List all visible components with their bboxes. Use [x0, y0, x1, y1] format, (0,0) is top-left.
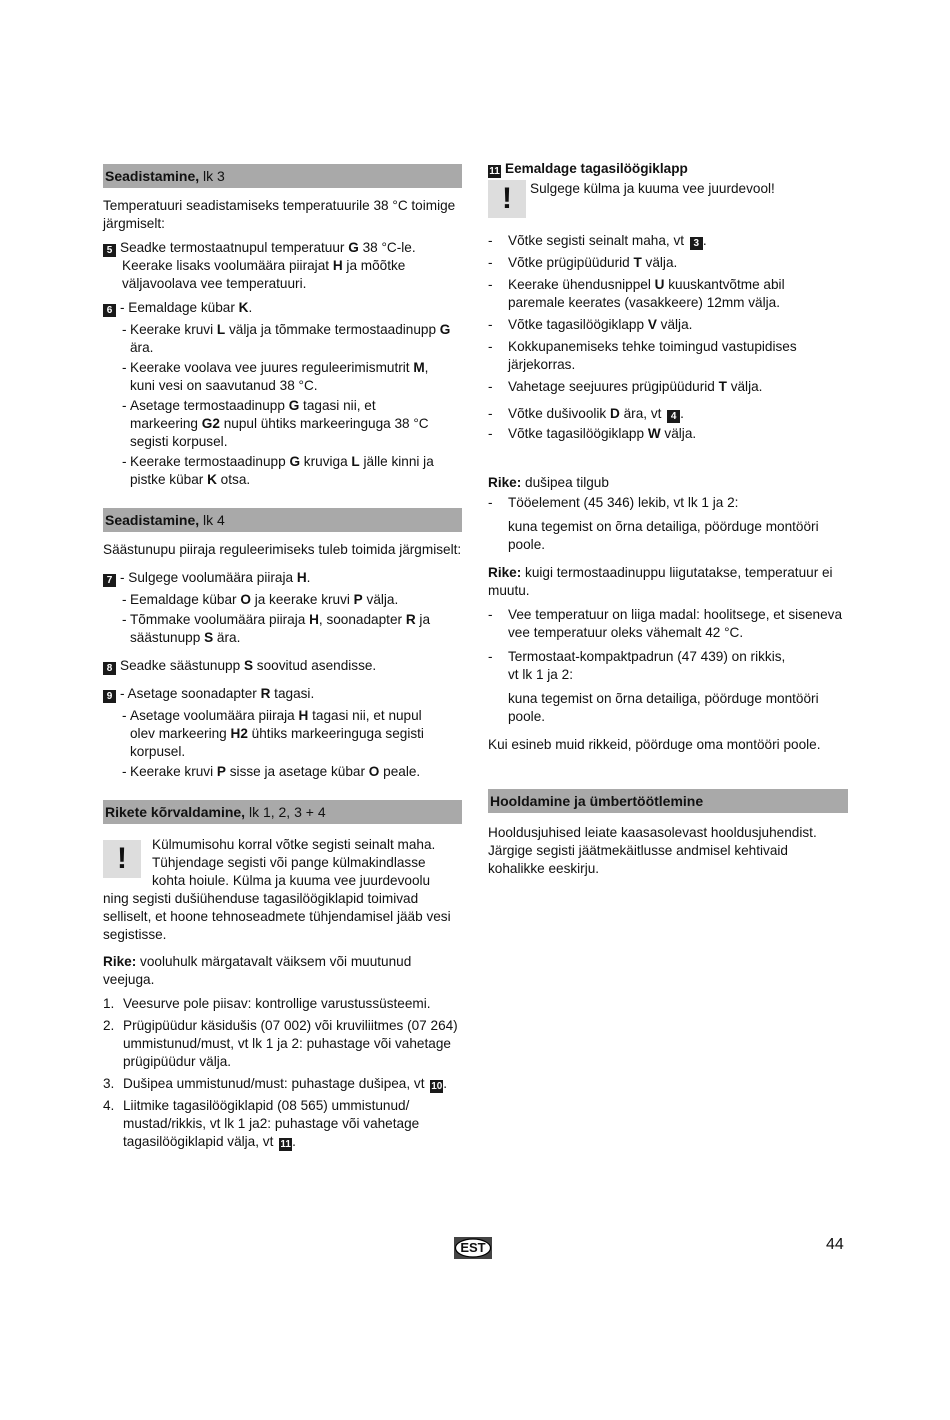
text: välja.	[660, 426, 697, 441]
frost-warning	[103, 836, 462, 890]
text: vooluhulk märgatavalt väiksem või muutunud veejuga.	[103, 954, 412, 987]
text: Võtke prügipüüdurid	[508, 255, 634, 270]
warning-icon	[103, 840, 141, 878]
warning-mark: !	[117, 842, 127, 875]
text: Külmumisohu korral võtke segisti seinalt maha.	[152, 837, 436, 852]
text: Eemaldage kübar	[130, 592, 241, 607]
ref: G	[348, 240, 359, 255]
ref: L	[351, 454, 360, 469]
ref: K	[238, 300, 249, 315]
dash: -	[488, 649, 493, 664]
ref: S	[243, 658, 254, 673]
text: välja.	[726, 379, 763, 394]
dash: -	[122, 708, 127, 723]
text: otsa.	[216, 472, 251, 487]
advice-text: kuna tegemist on õrna detailiga, pöörduge montööri poole.	[508, 519, 819, 552]
ref: R	[260, 686, 271, 701]
ref: W	[647, 426, 661, 441]
text: Veesurve pole piisav: kontrollige varustussüsteemi.	[123, 996, 431, 1011]
step-7	[103, 569, 462, 587]
text: kruviga	[300, 454, 352, 469]
header-rest: lk 4	[199, 512, 225, 528]
dash: -	[122, 764, 127, 779]
ref: H	[309, 612, 319, 627]
text: Keerake kruvi	[130, 764, 217, 779]
step-6	[103, 299, 462, 317]
figure-ref: 10	[431, 1081, 443, 1092]
list-item	[103, 995, 462, 1013]
sub-item	[103, 453, 462, 489]
text: Asetage voolumäära piiraja	[130, 708, 299, 723]
text: Prügipüüdur käsidušis (07 002) või kruviliitmes (07 264) ummistunud/must, vt lk 1 ja 2: puhastage või vahetage prügipüüdur välja.	[123, 1018, 458, 1069]
dash: -	[122, 592, 127, 607]
text: Liitmike tagasilöögiklapid (08 565) ummistunud/ mustad/rikkis, vt lk 1 ja2: puhastage või vahetage tagasilöögiklapid välja, vt	[123, 1098, 420, 1149]
ref: M	[413, 360, 425, 375]
text: ühtiks markeeringuga segisti	[247, 726, 424, 741]
care-text: Hooldusjuhised leiate kaasasolevast hooldusjuhendist. Järgige segisti jäätmekäitlusse andmisel kehtivaid kohalikke eeskirju.	[488, 825, 817, 876]
item-number: 4.	[103, 1098, 115, 1113]
text: ja mõõtke	[342, 258, 406, 273]
section-header-rikete	[103, 800, 462, 824]
ref: G	[288, 398, 300, 413]
text: Keerake kruvi	[130, 322, 217, 337]
text: välja ja tõmmake termostaadinupp	[225, 322, 440, 337]
header-rest: lk 1, 2, 3 + 4	[245, 804, 326, 820]
other-faults-text: Kui esineb muid rikkeid, pöörduge oma montööri poole.	[488, 737, 821, 752]
intro-text: Temperatuuri seadistamiseks temperatuurile 38 °C toimige järgmiselt:	[103, 198, 456, 231]
header-bold: Seadistamine,	[105, 168, 200, 184]
language-code: EST	[460, 1240, 486, 1255]
ref: O	[240, 592, 251, 607]
fault-text	[488, 474, 848, 492]
advice-text: kuna tegemist on õrna detailiga, pöörduge montööri poole.	[508, 691, 819, 724]
ref: S	[204, 630, 214, 645]
step-8	[103, 657, 462, 675]
section-header-seadistamine-3	[103, 164, 462, 188]
bullet-item	[488, 338, 848, 374]
warning-mark: !	[502, 182, 512, 215]
header-bold: Rikete kõrvaldamine,	[105, 804, 246, 820]
bullet-item	[488, 606, 848, 642]
text: - Eemaldage kübar	[120, 300, 239, 315]
bullet-item	[488, 276, 848, 312]
list-item	[103, 1075, 462, 1093]
text: olev markeering	[130, 726, 231, 741]
bullet-item	[488, 254, 848, 272]
ref: G	[439, 322, 451, 337]
text: Keerake ühendusnippel	[508, 277, 655, 292]
text: segisti korpusel.	[130, 434, 228, 449]
left-column	[103, 164, 462, 1151]
item-number: 2.	[103, 1018, 115, 1033]
text: korpusel.	[130, 744, 186, 759]
ref: H	[332, 258, 343, 273]
fault-text	[103, 953, 462, 989]
text: Eemaldage tagasilöögiklapp	[505, 161, 688, 176]
text: .	[680, 406, 684, 421]
text: tagasi nii, et	[299, 398, 376, 413]
step-number: 7	[103, 574, 116, 587]
step-5-line3: väljavoolava vee temperatuuri.	[122, 276, 307, 291]
text: kuigi termostaadinuppu liigutatakse, temperatuur ei muutu.	[488, 565, 833, 598]
header-bold: Seadistamine,	[105, 512, 200, 528]
ref: H2	[230, 726, 248, 741]
ref: P	[216, 764, 226, 779]
bullet-item	[488, 648, 848, 684]
text: ära, vt	[619, 406, 666, 421]
text: Võtke tagasilöögiklapp	[508, 317, 648, 332]
text: Keerake termostaadinupp	[130, 454, 290, 469]
text: peale.	[379, 764, 421, 779]
ref: O	[368, 764, 380, 779]
text: .	[248, 300, 253, 315]
dash: -	[122, 454, 127, 469]
shutoff-warning	[488, 180, 848, 224]
header-bold: Hooldamine ja ümbertöötlemine	[490, 793, 704, 809]
dash: -	[488, 233, 493, 248]
step-number: 9	[103, 690, 116, 703]
ref: H	[298, 708, 309, 723]
sub-item	[103, 707, 462, 761]
ref: P	[353, 592, 363, 607]
step-5-line2	[103, 257, 462, 275]
step-5	[103, 239, 462, 257]
warning-icon	[488, 180, 526, 218]
text: välja.	[641, 255, 678, 270]
text: ära.	[213, 630, 241, 645]
text: Tühjendage segisti või pange külmakindlasse	[152, 855, 426, 870]
dash: -	[488, 277, 493, 292]
text: dušipea tilgub	[521, 475, 609, 490]
step-number: 5	[103, 244, 116, 257]
text: paremale keerates (vasakkeere) 12mm välja.	[508, 295, 780, 310]
text: ja	[415, 612, 430, 627]
bullet-item	[488, 316, 848, 334]
text: .	[702, 233, 707, 248]
text: vt lk 1 ja 2:	[508, 667, 573, 682]
bullet-item	[488, 378, 848, 396]
ref: D	[610, 406, 620, 421]
text: , soonadapter	[318, 612, 406, 627]
ref: G	[289, 454, 301, 469]
text: Võtke dušivoolik	[508, 406, 611, 421]
text: Vee temperatuur on liiga madal: hoolitsege, et siseneva vee temperatuur oleks vähemalt 42 °C.	[508, 607, 843, 640]
item-number: 1.	[103, 996, 115, 1011]
text: välja.	[656, 317, 693, 332]
bullet-item	[488, 232, 848, 250]
warning-text-cont: ning segisti dušiühenduse tagasilöögiklapid toimivad selliselt, et hoone tehnoseadmete tühjendamisel jääb vesi segistisse.	[103, 891, 451, 942]
text: Keerake lisaks voolumäära piirajat	[122, 258, 333, 273]
text: Tööelement (45 346) lekib, vt lk 1 ja 2:	[508, 495, 739, 510]
text: Asetage termostaadinupp	[130, 398, 289, 413]
text: tagasi nii, et nupul	[308, 708, 422, 723]
ref: L	[216, 322, 226, 337]
text: Keerake voolava vee juures reguleerimismutrit	[130, 360, 414, 375]
dash: -	[122, 398, 127, 413]
dash: -	[488, 255, 493, 270]
dash: -	[488, 339, 493, 354]
ref: G2	[201, 416, 220, 431]
text: 38 °C-le.	[358, 240, 416, 255]
text: Seadke termostaatnupul temperatuur	[120, 240, 349, 255]
fault-label: Rike:	[488, 475, 522, 490]
text: jälle kinni ja	[359, 454, 434, 469]
ref: R	[405, 612, 416, 627]
step-11-title	[488, 160, 848, 178]
figure-ref: 11	[280, 1139, 291, 1150]
sub-item	[103, 591, 462, 609]
text: kuuskantvõtme abil	[664, 277, 785, 292]
text: säästunupp	[130, 630, 205, 645]
dash: -	[122, 360, 127, 375]
dash: -	[488, 379, 493, 394]
text: kuni vesi on saavutanud 38 °C.	[130, 378, 318, 393]
list-item	[103, 1017, 462, 1071]
header-rest: lk 3	[199, 168, 225, 184]
text: markeering	[130, 416, 202, 431]
fault-label: Rike:	[488, 565, 522, 580]
text: soovitud asendisse.	[253, 658, 377, 673]
step-9	[103, 685, 462, 703]
sub-item	[103, 321, 462, 357]
item-number: 3.	[103, 1076, 115, 1091]
text: - Asetage soonadapter	[120, 686, 261, 701]
step-number: 11	[489, 166, 500, 177]
dash: -	[122, 612, 127, 627]
dash: -	[488, 317, 493, 332]
ref: K	[207, 472, 217, 487]
bullet-item	[488, 425, 848, 443]
language-badge	[453, 1236, 493, 1260]
text: sisse ja asetage kübar	[225, 764, 369, 779]
fault-label: Rike:	[103, 954, 137, 969]
dash: -	[122, 322, 127, 337]
ref: T	[718, 379, 727, 394]
text: nupul ühtiks markeeringuga 38 °C	[219, 416, 429, 431]
text: Dušipea ummistunud/must: puhastage dušipea, vt	[123, 1076, 429, 1091]
text: pistke kübar	[130, 472, 208, 487]
text: .	[443, 1076, 448, 1091]
text: Kokkupanemiseks tehke toimingud vastupidises	[508, 339, 797, 354]
ref: V	[647, 317, 657, 332]
section-header-seadistamine-4	[103, 508, 462, 532]
text: järjekorras.	[508, 357, 576, 372]
text: Seadke säästunupp	[120, 658, 244, 673]
text: .	[292, 1134, 296, 1149]
dash: -	[488, 426, 493, 441]
text: ,	[424, 360, 429, 375]
dash: -	[488, 495, 493, 510]
text: Tõmmake voolumäära piiraja	[130, 612, 310, 627]
ref: H	[296, 570, 307, 585]
text: tagasi.	[270, 686, 315, 701]
text: Võtke segisti seinalt maha, vt	[508, 233, 688, 248]
text: Vahetage seejuures prügipüüdurid	[508, 379, 719, 394]
ref: T	[633, 255, 642, 270]
text: Termostaat-kompaktpadrun (47 439) on rikkis,	[508, 649, 786, 664]
text: .	[306, 570, 311, 585]
text: välja.	[362, 592, 399, 607]
right-column	[488, 160, 848, 878]
fault-text	[488, 564, 848, 600]
dash: -	[488, 607, 493, 622]
sub-item	[103, 611, 462, 647]
sub-item	[103, 763, 462, 781]
figure-ref: 3	[690, 237, 703, 250]
ref: U	[654, 277, 665, 292]
step-number: 6	[103, 304, 116, 317]
page-number: 44	[826, 1236, 844, 1253]
text: ära.	[130, 340, 154, 355]
text: - Sulgege voolumäära piiraja	[120, 570, 297, 585]
sub-item	[103, 359, 462, 395]
text: Võtke tagasilöögiklapp	[508, 426, 648, 441]
list-item	[103, 1097, 462, 1151]
figure-ref: 4	[667, 410, 680, 423]
sub-item	[103, 397, 462, 451]
dash: -	[488, 406, 493, 421]
intro-text: Säästunupu piiraja reguleerimiseks tuleb toimida järgmiselt:	[103, 542, 462, 557]
text: Sulgege külma ja kuuma vee juurdevool!	[530, 181, 775, 196]
text: ja keerake kruvi	[250, 592, 354, 607]
text: kohta hoiule. Külma ja kuuma vee juurdevoolu	[152, 873, 431, 888]
bullet-item	[488, 494, 848, 512]
section-header-hooldamine	[488, 789, 848, 813]
step-number: 8	[103, 662, 116, 675]
bullet-item	[488, 405, 848, 423]
